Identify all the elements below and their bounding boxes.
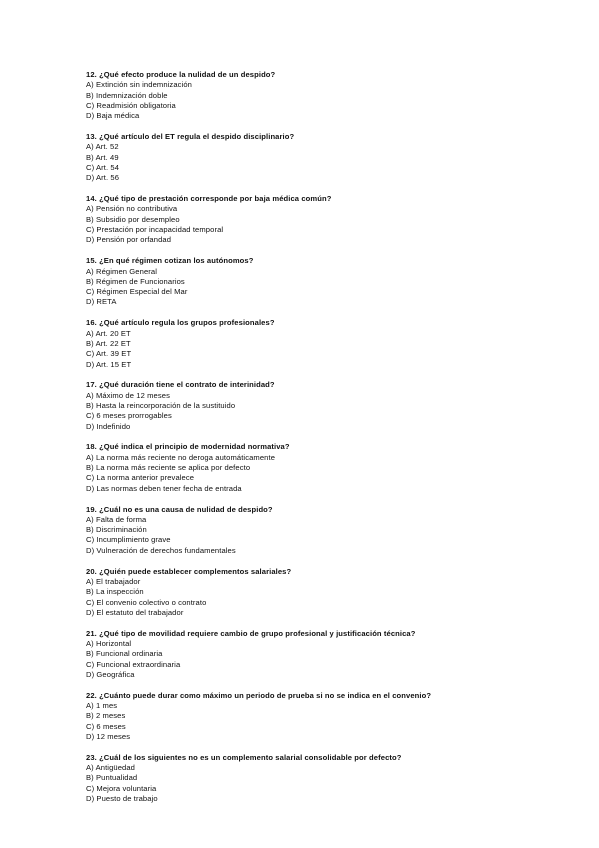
answer-option: A) Art. 52 [86,142,119,152]
answer-option: B) Puntualidad [86,773,138,783]
answer-option: C) Readmisión obligatoria [86,100,176,110]
answer-option: B) Art. 49 [86,152,119,162]
question-title: 13. ¿Qué artículo del ET regula el despido disciplinario? [86,132,295,142]
answer-option: D) Las normas deben tener fecha de entrada [86,483,242,493]
answer-option: D) Baja médica [86,111,140,121]
answer-option: C) Funcional extraordinaria [86,659,181,669]
question-block [86,629,566,680]
answer-option: D) Indefinido [86,421,131,431]
answer-option: A) Extinción sin indemnización [86,80,192,90]
answer-option: D) Art. 56 [86,173,120,183]
question-title: 19. ¿Cuál no es una causa de nulidad de despido? [86,504,273,514]
question-block [86,194,566,245]
answer-option: B) La inspección [86,587,144,597]
answer-option: D) Puesto de trabajo [86,794,158,804]
answer-option: B) La norma más reciente se aplica por defecto [86,463,251,473]
answer-option: A) Máximo de 12 meses [86,390,170,400]
answer-option: D) Pensión por orfandad [86,235,172,245]
question-title: 23. ¿Cuál de los siguientes no es un complemento salarial consolidable por defecto? [86,752,402,762]
answer-option: B) Discriminación [86,525,147,535]
answer-option: C) 6 meses prorrogables [86,411,172,421]
answer-option: C) Mejora voluntaria [86,783,157,793]
question-title: 17. ¿Qué duración tiene el contrato de interinidad? [86,380,275,390]
question-block [86,132,566,183]
question-block [86,70,566,121]
answer-option: C) El convenio colectivo o contrato [86,597,207,607]
answer-option: A) El trabajador [86,576,141,586]
question-block [86,505,566,556]
answer-option: C) Régimen Especial del Mar [86,287,188,297]
answer-option: A) Art. 20 ET [86,328,131,338]
answer-option: A) Horizontal [86,639,132,648]
answer-option: A) 1 mes [86,701,118,711]
answer-option: C) Incumplimiento grave [86,535,171,545]
answer-option: A) Antigüedad [86,763,136,773]
answer-option: B) Art. 22 ET [86,338,131,348]
question-title: 16. ¿Qué artículo regula los grupos profesionales? [86,318,275,328]
answer-option: C) 6 meses [86,721,126,731]
answer-option: C) Prestación por incapacidad temporal [86,225,224,235]
question-block [86,318,566,369]
answer-option: D) Geográfica [86,669,135,679]
question-block [86,256,566,307]
answer-option: D) 12 meses [86,731,131,741]
question-title: 21. ¿Qué tipo de movilidad requiere cambio de grupo profesional y justificación técnica? [86,628,416,638]
answer-option: B) Funcional ordinaria [86,649,163,659]
question-title: 12. ¿Qué efecto produce la nulidad de un despido? [86,70,276,79]
question-block [86,753,566,804]
answer-option: B) 2 meses [86,711,126,721]
question-title: 14. ¿Qué tipo de prestación corresponde por baja médica común? [86,194,332,204]
question-block [86,567,566,618]
question-title: 22. ¿Cuánto puede durar como máximo un periodo de prueba si no se indica en el convenio? [86,690,432,700]
answer-option: C) Art. 39 ET [86,349,132,359]
question-list [86,70,566,815]
answer-option: C) Art. 54 [86,162,120,172]
answer-option: B) Régimen de Funcionarios [86,276,185,286]
answer-option: D) RETA [86,297,117,307]
answer-option: C) La norma anterior prevalece [86,473,195,483]
question-block [86,442,566,493]
answer-option: A) Falta de forma [86,514,147,524]
answer-option: D) Art. 15 ET [86,359,132,369]
answer-option: B) Indemnización doble [86,90,168,100]
answer-option: A) Pensión no contributiva [86,204,178,214]
answer-option: D) El estatuto del trabajador [86,607,184,617]
question-block [86,380,566,431]
question-block [86,691,566,742]
question-title: 18. ¿Qué indica el principio de modernidad normativa? [86,442,290,452]
answer-option: A) Régimen General [86,266,158,276]
question-title: 20. ¿Quién puede establecer complementos salariales? [86,566,292,576]
answer-option: D) Vulneración de derechos fundamentales [86,545,236,555]
answer-option: B) Subsidio por desempleo [86,214,180,224]
question-title: 15. ¿En qué régimen cotizan los autónomos? [86,256,254,266]
answer-option: A) La norma más reciente no deroga automáticamente [86,452,276,462]
answer-option: B) Hasta la reincorporación de la sustituido [86,400,236,410]
